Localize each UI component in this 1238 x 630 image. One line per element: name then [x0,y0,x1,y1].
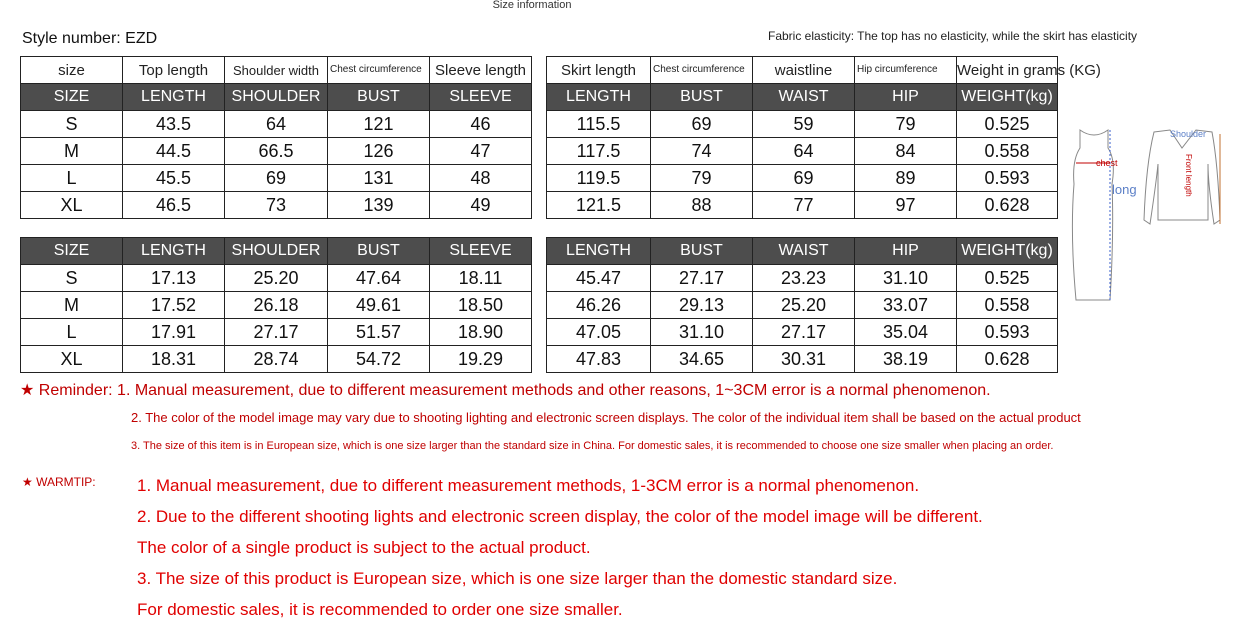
size-cell: XL [21,346,123,373]
warm-tip-line-1: 1. Manual measurement, due to different measurement methods, 1-3CM error is a normal phenomenon. [137,476,920,495]
value-cell: 117.5 [547,138,651,165]
column-gap [532,165,547,192]
value-cell: 18.11 [430,265,532,292]
value-cell: 0.525 [957,111,1058,138]
column-gap [532,84,547,111]
col-skirt-length: LENGTH [547,84,651,111]
table-row [21,192,1058,219]
value-cell: 115.5 [547,111,651,138]
value-cell: 97 [855,192,957,219]
value-cell: 45.47 [547,265,651,292]
chest-label: chest [1096,158,1118,168]
column-gap [532,346,547,373]
value-cell: 33.07 [855,292,957,319]
value-cell: 18.90 [430,319,532,346]
header-hip-circumference: Hip circumference [855,57,957,84]
table-row [21,165,1058,192]
value-cell: 0.628 [957,192,1058,219]
warm-tip-line-3: The color of a single product is subject to the actual product. [137,538,591,557]
value-cell: 25.20 [753,292,855,319]
size-cell: S [21,111,123,138]
value-cell: 19.29 [430,346,532,373]
value-cell: 0.593 [957,319,1058,346]
header-skirt-length: Skirt length [547,57,651,84]
warm-tip-line-4: 3. The size of this product is European size, which is one size larger than the domestic standard size. [137,569,898,588]
size-cell: S [21,265,123,292]
value-cell: 17.13 [123,265,225,292]
value-cell: 17.52 [123,292,225,319]
column-gap [532,292,547,319]
column-gap [532,192,547,219]
value-cell: 38.19 [855,346,957,373]
shoulder-label: Shoulder [1170,129,1207,139]
col-sleeve: SLEEVE [430,84,532,111]
value-cell: 17.91 [123,319,225,346]
value-cell: 45.5 [123,165,225,192]
table-row [21,346,1058,373]
value-cell: 47 [430,138,532,165]
fabric-elasticity-note: Fabric elasticity: The top has no elasticity, while the skirt has elasticity [768,29,1138,43]
value-cell: 47.05 [547,319,651,346]
value-cell: 79 [651,165,753,192]
value-cell: 46.26 [547,292,651,319]
value-cell: 49 [430,192,532,219]
value-cell: 29.13 [651,292,753,319]
header-sleeve-length: Sleeve length [430,57,532,84]
value-cell: 64 [225,111,328,138]
col-waist: WAIST [753,238,855,265]
value-cell: 88 [651,192,753,219]
header-chest-circumference: Chest circumference [328,57,430,84]
header-size: size [21,57,123,84]
column-gap [532,238,547,265]
size-cell: XL [21,192,123,219]
column-gap [532,265,547,292]
warm-tip-line-5: For domestic sales, it is recommended to order one size smaller. [137,600,623,619]
col-skirt-length: LENGTH [547,238,651,265]
value-cell: 121.5 [547,192,651,219]
value-cell: 25.20 [225,265,328,292]
value-cell: 0.558 [957,292,1058,319]
value-cell: 30.31 [753,346,855,373]
value-cell: 47.83 [547,346,651,373]
col-weight: WEIGHT(kg) [957,238,1058,265]
table-row [21,138,1058,165]
column-gap [532,111,547,138]
value-cell: 79 [855,111,957,138]
table-row [21,292,1058,319]
value-cell: 31.10 [855,265,957,292]
col-sleeve: SLEEVE [430,238,532,265]
value-cell: 27.17 [753,319,855,346]
value-cell: 43.5 [123,111,225,138]
header-waistline: waistline [753,57,855,84]
size-table-cm [20,56,1101,219]
col-bust: BUST [328,84,430,111]
value-cell: 49.61 [328,292,430,319]
value-cell: 51.57 [328,319,430,346]
header-row [21,57,1058,84]
col-size: SIZE [21,84,123,111]
value-cell: 64 [753,138,855,165]
top-outline [1144,130,1220,224]
value-cell: 27.17 [225,319,328,346]
value-cell: 66.5 [225,138,328,165]
style-number: Style number: EZD [22,30,158,47]
header-weight: Weight in grams (KG) [957,57,1058,84]
dress-outline [1072,130,1113,300]
col-shoulder: SHOULDER [225,84,328,111]
value-cell: 44.5 [123,138,225,165]
value-cell: 131 [328,165,430,192]
value-cell: 54.72 [328,346,430,373]
size-cell: M [21,138,123,165]
value-cell: 73 [225,192,328,219]
col-length: LENGTH [123,238,225,265]
warm-tip-label: ★ WARMTIP: [22,475,96,489]
column-label-row [21,84,1058,111]
value-cell: 69 [651,111,753,138]
value-cell: 48 [430,165,532,192]
value-cell: 139 [328,192,430,219]
value-cell: 121 [328,111,430,138]
value-cell: 69 [225,165,328,192]
value-cell: 47.64 [328,265,430,292]
value-cell: 28.74 [225,346,328,373]
page-title: Size information [492,0,572,11]
table-row [21,111,1058,138]
long-label: long [1112,182,1137,197]
header-chest-circumference-2: Chest circumference [651,57,753,84]
size-cell: L [21,319,123,346]
size-table-inch [20,237,1058,373]
header-top-length: Top length [123,57,225,84]
value-cell: 84 [855,138,957,165]
col-hip: HIP [855,238,957,265]
value-cell: 119.5 [547,165,651,192]
col-bust-2: BUST [651,238,753,265]
value-cell: 46.5 [123,192,225,219]
value-cell: 34.65 [651,346,753,373]
value-cell: 31.10 [651,319,753,346]
table-row [21,319,1058,346]
col-size: SIZE [21,238,123,265]
value-cell: 74 [651,138,753,165]
table-row [21,265,1058,292]
value-cell: 27.17 [651,265,753,292]
col-waist: WAIST [753,84,855,111]
header-shoulder-width: Shoulder width [225,57,328,84]
value-cell: 126 [328,138,430,165]
col-hip: HIP [855,84,957,111]
col-bust: BUST [328,238,430,265]
size-cell: L [21,165,123,192]
value-cell: 23.23 [753,265,855,292]
value-cell: 0.593 [957,165,1058,192]
column-gap [532,138,547,165]
value-cell: 0.558 [957,138,1058,165]
reminder-line-2: 2. The color of the model image may vary due to shooting lighting and electronic screen displays. The color of the individual item shall be based on the actual product [131,410,1081,425]
value-cell: 18.50 [430,292,532,319]
value-cell: 0.628 [957,346,1058,373]
value-cell: 18.31 [123,346,225,373]
value-cell: 59 [753,111,855,138]
front-length-label: Front length [1184,154,1193,197]
col-length: LENGTH [123,84,225,111]
value-cell: 0.525 [957,265,1058,292]
col-shoulder: SHOULDER [225,238,328,265]
value-cell: 35.04 [855,319,957,346]
size-cell: M [21,292,123,319]
garment-diagram [1066,124,1236,310]
col-bust-2: BUST [651,84,753,111]
value-cell: 69 [753,165,855,192]
warm-tip-line-2: 2. Due to the different shooting lights and electronic screen display, the color of the model image will be different. [137,507,983,526]
column-label-row [21,238,1058,265]
value-cell: 26.18 [225,292,328,319]
col-weight: WEIGHT(kg) [957,84,1058,111]
value-cell: 77 [753,192,855,219]
column-gap [532,57,547,84]
value-cell: 89 [855,165,957,192]
column-gap [532,319,547,346]
value-cell: 46 [430,111,532,138]
reminder-line-1: ★ Reminder: 1. Manual measurement, due to different measurement methods and other reasons, 1~3CM error is a normal phenomenon. [20,382,991,399]
reminder-line-3: 3. The size of this item is in European size, which is one size larger than the standard size in China. For domestic sales, it is recommended to choose one size smaller when placing an order. [131,440,1054,452]
